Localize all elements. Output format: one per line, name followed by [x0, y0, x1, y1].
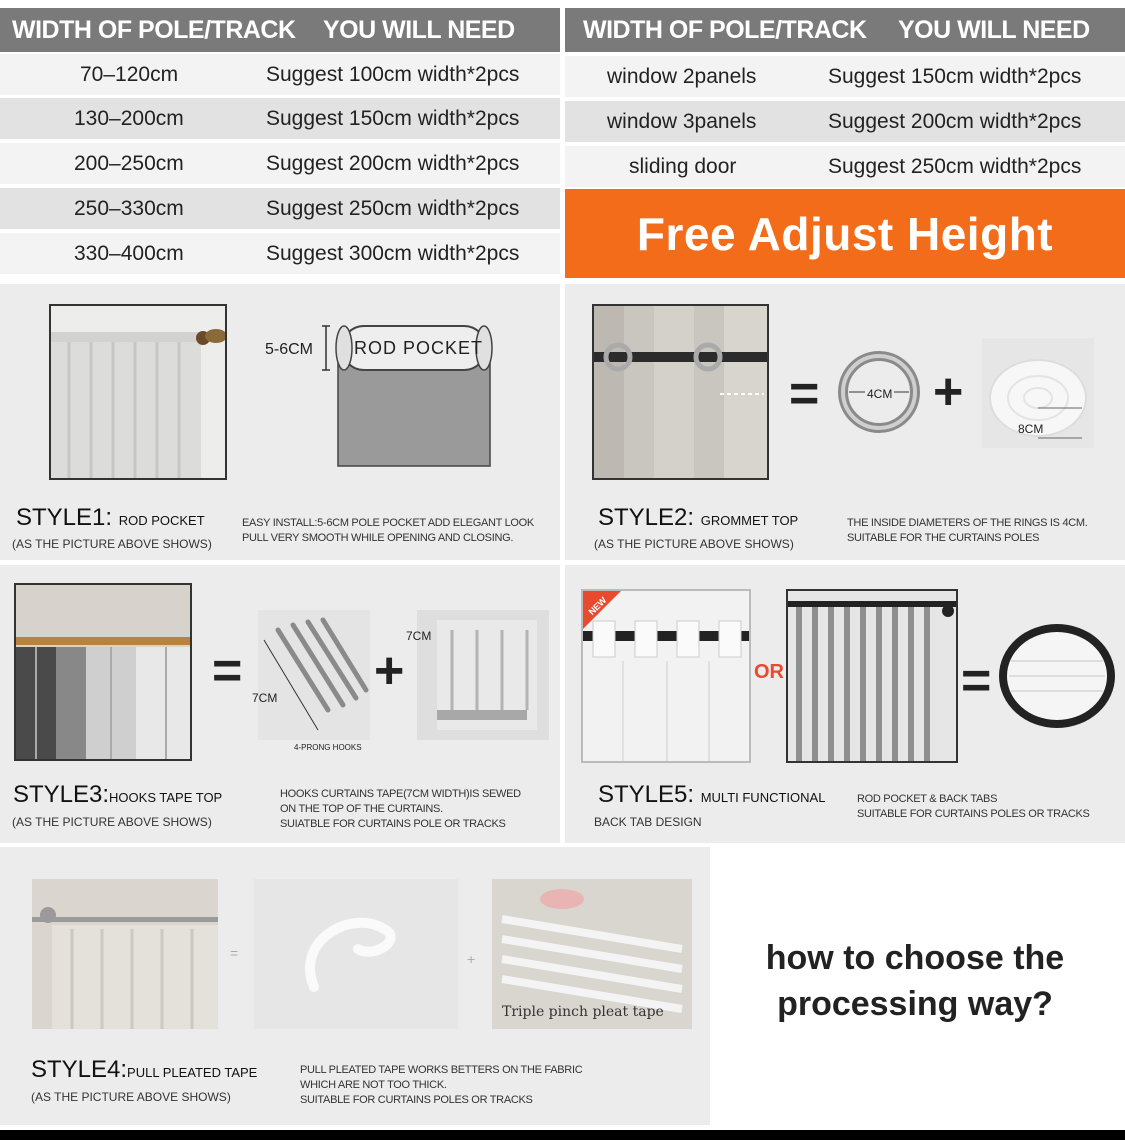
style1-description — [242, 516, 534, 546]
pocket-dim-label: 5-6CM — [265, 341, 314, 358]
free-adjust-banner: Free Adjust Height — [565, 189, 1125, 278]
style4-subtitle: PULL PLEATED TAPE — [127, 1065, 258, 1080]
style5-subtitle: MULTI FUNCTIONAL — [700, 790, 826, 805]
plus-sign: + — [374, 642, 405, 700]
pleated-photo — [786, 589, 958, 763]
tape-caption: Triple pinch pleat tape — [502, 1004, 664, 1020]
equals-sign: = — [789, 365, 820, 423]
style4-title-text: STYLE4: — [31, 1056, 128, 1083]
row-need: Suggest 100cm width*2pcs — [266, 62, 520, 86]
left-row-4 — [0, 188, 560, 229]
style4-desc-line1: PULL PLEATED TAPE WORKS BETTERS ON THE FABRIC — [300, 1064, 583, 1076]
how-to-choose-heading — [715, 935, 1115, 1027]
style3-desc-line1: HOOKS CURTAINS TAPE(7CM WIDTH)IS SEWED — [280, 788, 521, 800]
style2-title-text: STYLE2: — [598, 504, 695, 531]
row-need: Suggest 300cm width*2pcs — [266, 241, 520, 265]
style3-desc-line2: ON THE TOP OF THE CURTAINS. — [280, 803, 443, 815]
style4-caption: (AS THE PICTURE ABOVE SHOWS) — [31, 1090, 231, 1104]
style3-title-text: STYLE3: — [13, 781, 110, 808]
row-need: Suggest 200cm width*2pcs — [828, 109, 1082, 133]
style2-description — [847, 516, 1088, 546]
left-row-2 — [0, 98, 560, 139]
style1-desc-line2: PULL VERY SMOOTH WHILE OPENING AND CLOSING. — [242, 532, 514, 544]
style1-caption: (AS THE PICTURE ABOVE SHOWS) — [12, 537, 212, 551]
style1-desc-line1: EASY INSTALL:5-6CM POLE POCKET ADD ELEGANT LOOK — [242, 517, 534, 529]
rod-pocket-photo — [49, 304, 227, 480]
row-width: window 2panels — [607, 64, 757, 88]
style3-caption: (AS THE PICTURE ABOVE SHOWS) — [12, 815, 212, 829]
row-width: 250–330cm — [74, 196, 184, 220]
grommet-photo — [592, 304, 769, 480]
curtain-illustration — [51, 306, 227, 480]
grommet-curtain-illustration — [594, 306, 769, 480]
pleated-curtain-illustration — [788, 591, 958, 763]
bottom-border — [0, 1130, 1125, 1140]
right-row-2 — [565, 101, 1125, 142]
back-tab-photo — [581, 589, 751, 763]
right-row-1 — [565, 56, 1125, 97]
style5-title — [598, 781, 825, 809]
style4-desc-line2: WHICH ARE NOT TOO THICK. — [300, 1079, 447, 1091]
hooks-tape-icon — [417, 610, 549, 740]
style1-title — [16, 504, 205, 532]
style5-description — [857, 792, 1090, 822]
row-need: Suggest 250cm width*2pcs — [828, 154, 1082, 178]
hooks-curtain-illustration — [16, 585, 192, 761]
left-table-header — [0, 8, 560, 52]
style2-desc-line1: THE INSIDE DIAMETERS OF THE RINGS IS 4CM. — [847, 517, 1088, 529]
style3-title — [13, 781, 222, 809]
plus-sign: + — [933, 363, 964, 421]
row-width: 70–120cm — [80, 62, 179, 86]
row-width: sliding door — [629, 154, 737, 178]
new-badge: NEW — [586, 595, 609, 617]
right-header-col1: WIDTH OF POLE/TRACK — [583, 15, 867, 44]
equals-sign: = — [212, 642, 243, 700]
hook-size-label: 7CM — [252, 691, 278, 705]
row-width: window 3panels — [607, 109, 757, 133]
style1-title-text: STYLE1: — [16, 504, 113, 531]
style2-panel — [565, 284, 1125, 560]
left-header-col1: WIDTH OF POLE/TRACK — [12, 15, 296, 44]
rod-pocket-label: ROD POCKET — [354, 338, 484, 358]
style3-description — [280, 787, 521, 832]
row-need: Suggest 150cm width*2pcs — [828, 64, 1082, 88]
style4-title — [31, 1056, 257, 1084]
pleat-tape-curtain-photo — [32, 879, 218, 1029]
row-need: Suggest 250cm width*2pcs — [266, 196, 520, 220]
right-row-3 — [565, 146, 1125, 187]
style2-title — [598, 504, 798, 532]
ring-size-label: 4CM — [867, 387, 893, 401]
style5-desc-line2: SUITABLE FOR CURTAINS POLES OR TRACKS — [857, 808, 1090, 820]
tape-size-label: 8CM — [1018, 422, 1044, 436]
style3-desc-line3: SUIATBLE FOR CURTAINS POLE OR TRACKS — [280, 818, 506, 830]
hooks-tape-photo — [14, 583, 192, 761]
style3-subtitle: HOOKS TAPE TOP — [109, 790, 223, 805]
how-line1: how to choose the — [765, 939, 1065, 977]
left-row-5 — [0, 233, 560, 274]
how-line2: processing way? — [777, 985, 1053, 1023]
left-row-3 — [0, 143, 560, 184]
pleat-hook-photo — [254, 879, 458, 1029]
tape-width-label: 7CM — [406, 629, 432, 643]
style2-caption: (AS THE PICTURE ABOVE SHOWS) — [594, 537, 794, 551]
row-need: Suggest 200cm width*2pcs — [266, 151, 520, 175]
style4-panel — [0, 847, 710, 1125]
left-row-1 — [0, 54, 560, 95]
style5-panel — [565, 565, 1125, 843]
row-width: 330–400cm — [74, 241, 184, 265]
style2-desc-line2: SUITABLE FOR THE CURTAINS POLES — [847, 532, 1040, 544]
style2-subtitle: GROMMET TOP — [700, 513, 799, 528]
style5-caption: BACK TAB DESIGN — [594, 815, 702, 829]
plus-sign: + — [467, 951, 476, 967]
style1-panel — [0, 284, 560, 560]
right-table-header — [565, 8, 1125, 52]
left-header-col2: YOU WILL NEED — [323, 15, 515, 44]
back-tab-illustration — [583, 591, 751, 763]
style5-desc-line1: ROD POCKET & BACK TABS — [857, 793, 998, 805]
style5-title-text: STYLE5: — [598, 781, 695, 808]
tape-roll-icon — [997, 621, 1117, 731]
row-width: 200–250cm — [74, 151, 184, 175]
right-header-col2: YOU WILL NEED — [898, 15, 1090, 44]
style4-desc-line3: SUITABLE FOR CURTAINS POLES OR TRACKS — [300, 1094, 533, 1106]
equals-sign: = — [230, 945, 239, 961]
equals-sign: = — [961, 652, 992, 710]
style3-panel — [0, 565, 560, 843]
row-need: Suggest 150cm width*2pcs — [266, 106, 520, 130]
style4-description — [300, 1063, 582, 1108]
style1-subtitle: ROD POCKET — [118, 513, 205, 528]
or-label: OR — [754, 661, 784, 683]
row-width: 130–200cm — [74, 106, 184, 130]
prong-hooks-label: 4-PRONG HOOKS — [294, 743, 362, 752]
prong-hook-icon — [258, 610, 370, 740]
